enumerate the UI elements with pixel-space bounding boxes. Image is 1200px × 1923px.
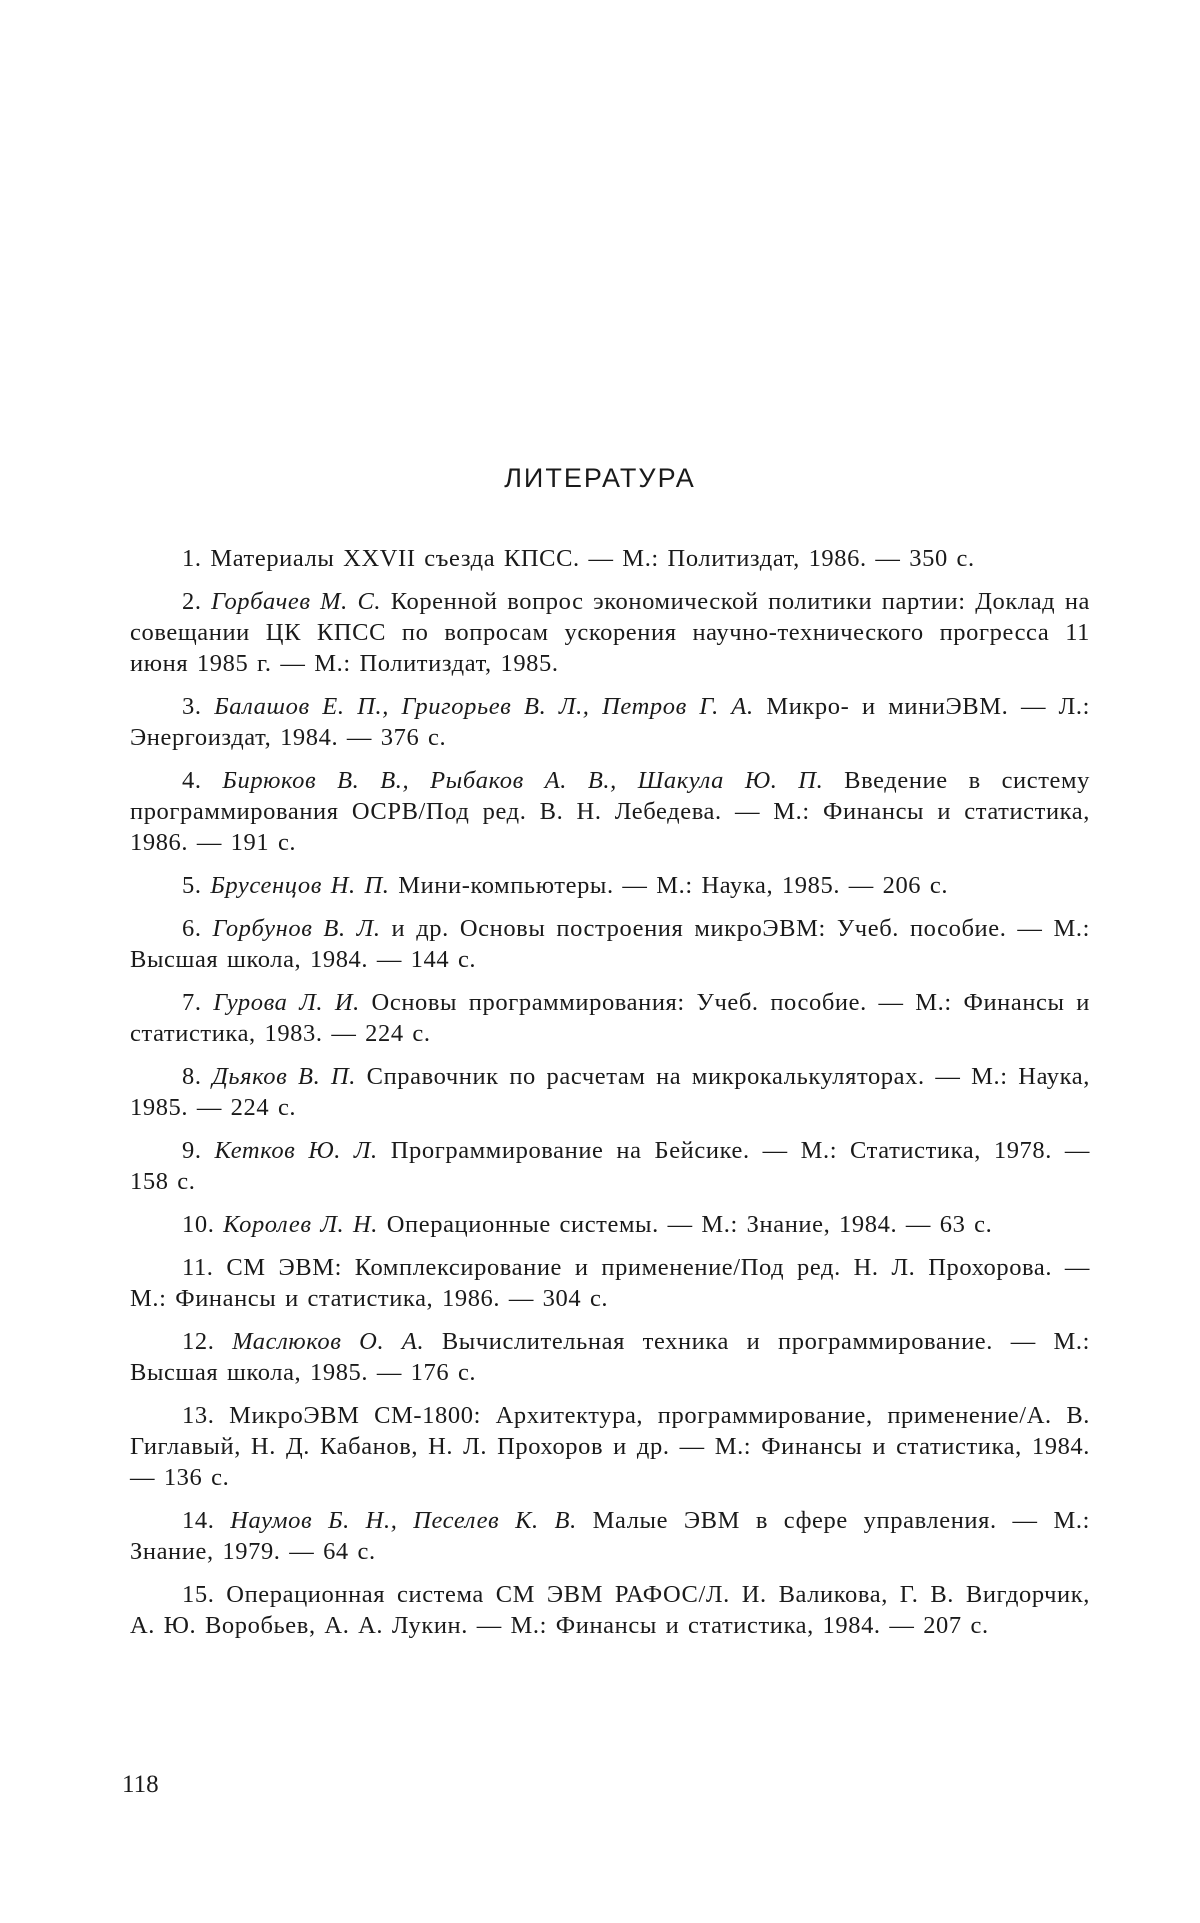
entry-text: Операционная система СМ ЭВМ РАФОС/Л. И. Валикова, Г. В. Вигдорчик, А. Ю. Воробьев, А. А. Лукин. — М.: Финансы и статистика, 1984. — 207 с. — [130, 1581, 1090, 1639]
bibliography-entry-13 — [130, 1400, 1090, 1493]
entry-number: 6. — [182, 915, 213, 942]
bibliography-entry-8 — [130, 1061, 1090, 1123]
bibliography-entry-4 — [130, 765, 1090, 858]
entry-number: 15. — [182, 1581, 226, 1608]
entry-author: Бирюков В. В., Рыбаков А. В., Шакула Ю. П. — [222, 767, 823, 794]
bibliography-entry-6 — [130, 913, 1090, 975]
page-title: ЛИТЕРАТУРА — [0, 463, 1200, 494]
entry-text: Вычислительная техника и программирование. — М.: Высшая школа, 1985. — 176 с. — [130, 1328, 1090, 1386]
entry-text: Операционные системы. — М.: Знание, 1984. — 63 с. — [378, 1211, 992, 1238]
entry-text: Программирование на Бейсике. — М.: Статистика, 1978. — 158 с. — [130, 1137, 1090, 1195]
bibliography-entry-12 — [130, 1326, 1090, 1388]
book-page — [0, 0, 1200, 1923]
entry-text: Материалы XXVII съезда КПСС. — М.: Политиздат, 1986. — 350 с. — [210, 545, 974, 572]
entry-text: Коренной вопрос экономической политики партии: Доклад на совещании ЦК КПСС по вопросам ускорения научно-технического прогресса 11 июня 1985 г. — М.: Политиздат, 1985. — [130, 588, 1090, 677]
bibliography-entry-11 — [130, 1252, 1090, 1314]
entry-number: 10. — [182, 1211, 223, 1238]
bibliography-entry-10 — [130, 1209, 1090, 1240]
entry-text: СМ ЭВМ: Комплексирование и применение/Под ред. Н. Л. Прохорова. — М.: Финансы и статистика, 1986. — 304 с. — [130, 1254, 1090, 1312]
entry-number: 1. — [182, 545, 210, 572]
entry-text: Основы программирования: Учеб. пособие. — М.: Финансы и статистика, 1983. — 224 с. — [130, 989, 1090, 1047]
entry-author: Брусенцов Н. П. — [210, 872, 389, 899]
entry-text: МикроЭВМ СМ-1800: Архитектура, программирование, применение/А. В. Гиглавый, Н. Д. Кабанов, Н. Л. Прохоров и др. — М.: Финансы и статистика, 1984. — 136 с. — [130, 1402, 1090, 1491]
entry-author: Королев Л. Н. — [223, 1211, 378, 1238]
entry-text: и др. Основы построения микроЭВМ: Учеб. пособие. — М.: Высшая школа, 1984. — 144 с. — [130, 915, 1090, 973]
entry-text: Мини-компьютеры. — М.: Наука, 1985. — 206 с. — [389, 872, 948, 899]
entry-author: Балашов Е. П., Григорьев В. Л., Петров Г. А. — [214, 693, 754, 720]
entry-number: 3. — [182, 693, 214, 720]
entry-number: 12. — [182, 1328, 232, 1355]
entry-author: Кетков Ю. Л. — [215, 1137, 378, 1164]
page-number: 118 — [122, 1771, 159, 1799]
bibliography-entry-3 — [130, 691, 1090, 753]
entry-text: Введение в систему программирования ОСРВ/Под ред. В. Н. Лебедева. — М.: Финансы и статистика, 1986. — 191 с. — [130, 767, 1090, 856]
entry-number: 13. — [182, 1402, 229, 1429]
entry-number: 9. — [182, 1137, 215, 1164]
entry-number: 11. — [182, 1254, 226, 1281]
entry-text: Справочник по расчетам на микрокалькуляторах. — М.: Наука, 1985. — 224 с. — [130, 1063, 1090, 1121]
entry-author: Наумов Б. Н., Песелев К. В. — [230, 1507, 577, 1534]
bibliography-entry-2 — [130, 586, 1090, 679]
bibliography-entry-14 — [130, 1505, 1090, 1567]
entry-author: Дьяков В. П. — [212, 1063, 356, 1090]
entry-number: 8. — [182, 1063, 212, 1090]
entry-number: 4. — [182, 767, 222, 794]
entry-text: Малые ЭВМ в сфере управления. — М.: Знание, 1979. — 64 с. — [130, 1507, 1090, 1565]
entry-author: Маслюков О. А. — [232, 1328, 424, 1355]
bibliography-entry-5 — [130, 870, 1090, 901]
bibliography-list — [130, 543, 1090, 1653]
bibliography-entry-15 — [130, 1579, 1090, 1641]
entry-author: Гурова Л. И. — [213, 989, 360, 1016]
entry-text: Микро- и миниЭВМ. — Л.: Энергоиздат, 1984. — 376 с. — [130, 693, 1090, 751]
entry-author: Горбунов В. Л. — [213, 915, 381, 942]
bibliography-entry-1 — [130, 543, 1090, 574]
entry-number: 2. — [182, 588, 211, 615]
entry-number: 5. — [182, 872, 210, 899]
entry-number: 7. — [182, 989, 213, 1016]
entry-number: 14. — [182, 1507, 230, 1534]
entry-author: Горбачев М. С. — [211, 588, 381, 615]
bibliography-entry-9 — [130, 1135, 1090, 1197]
bibliography-entry-7 — [130, 987, 1090, 1049]
